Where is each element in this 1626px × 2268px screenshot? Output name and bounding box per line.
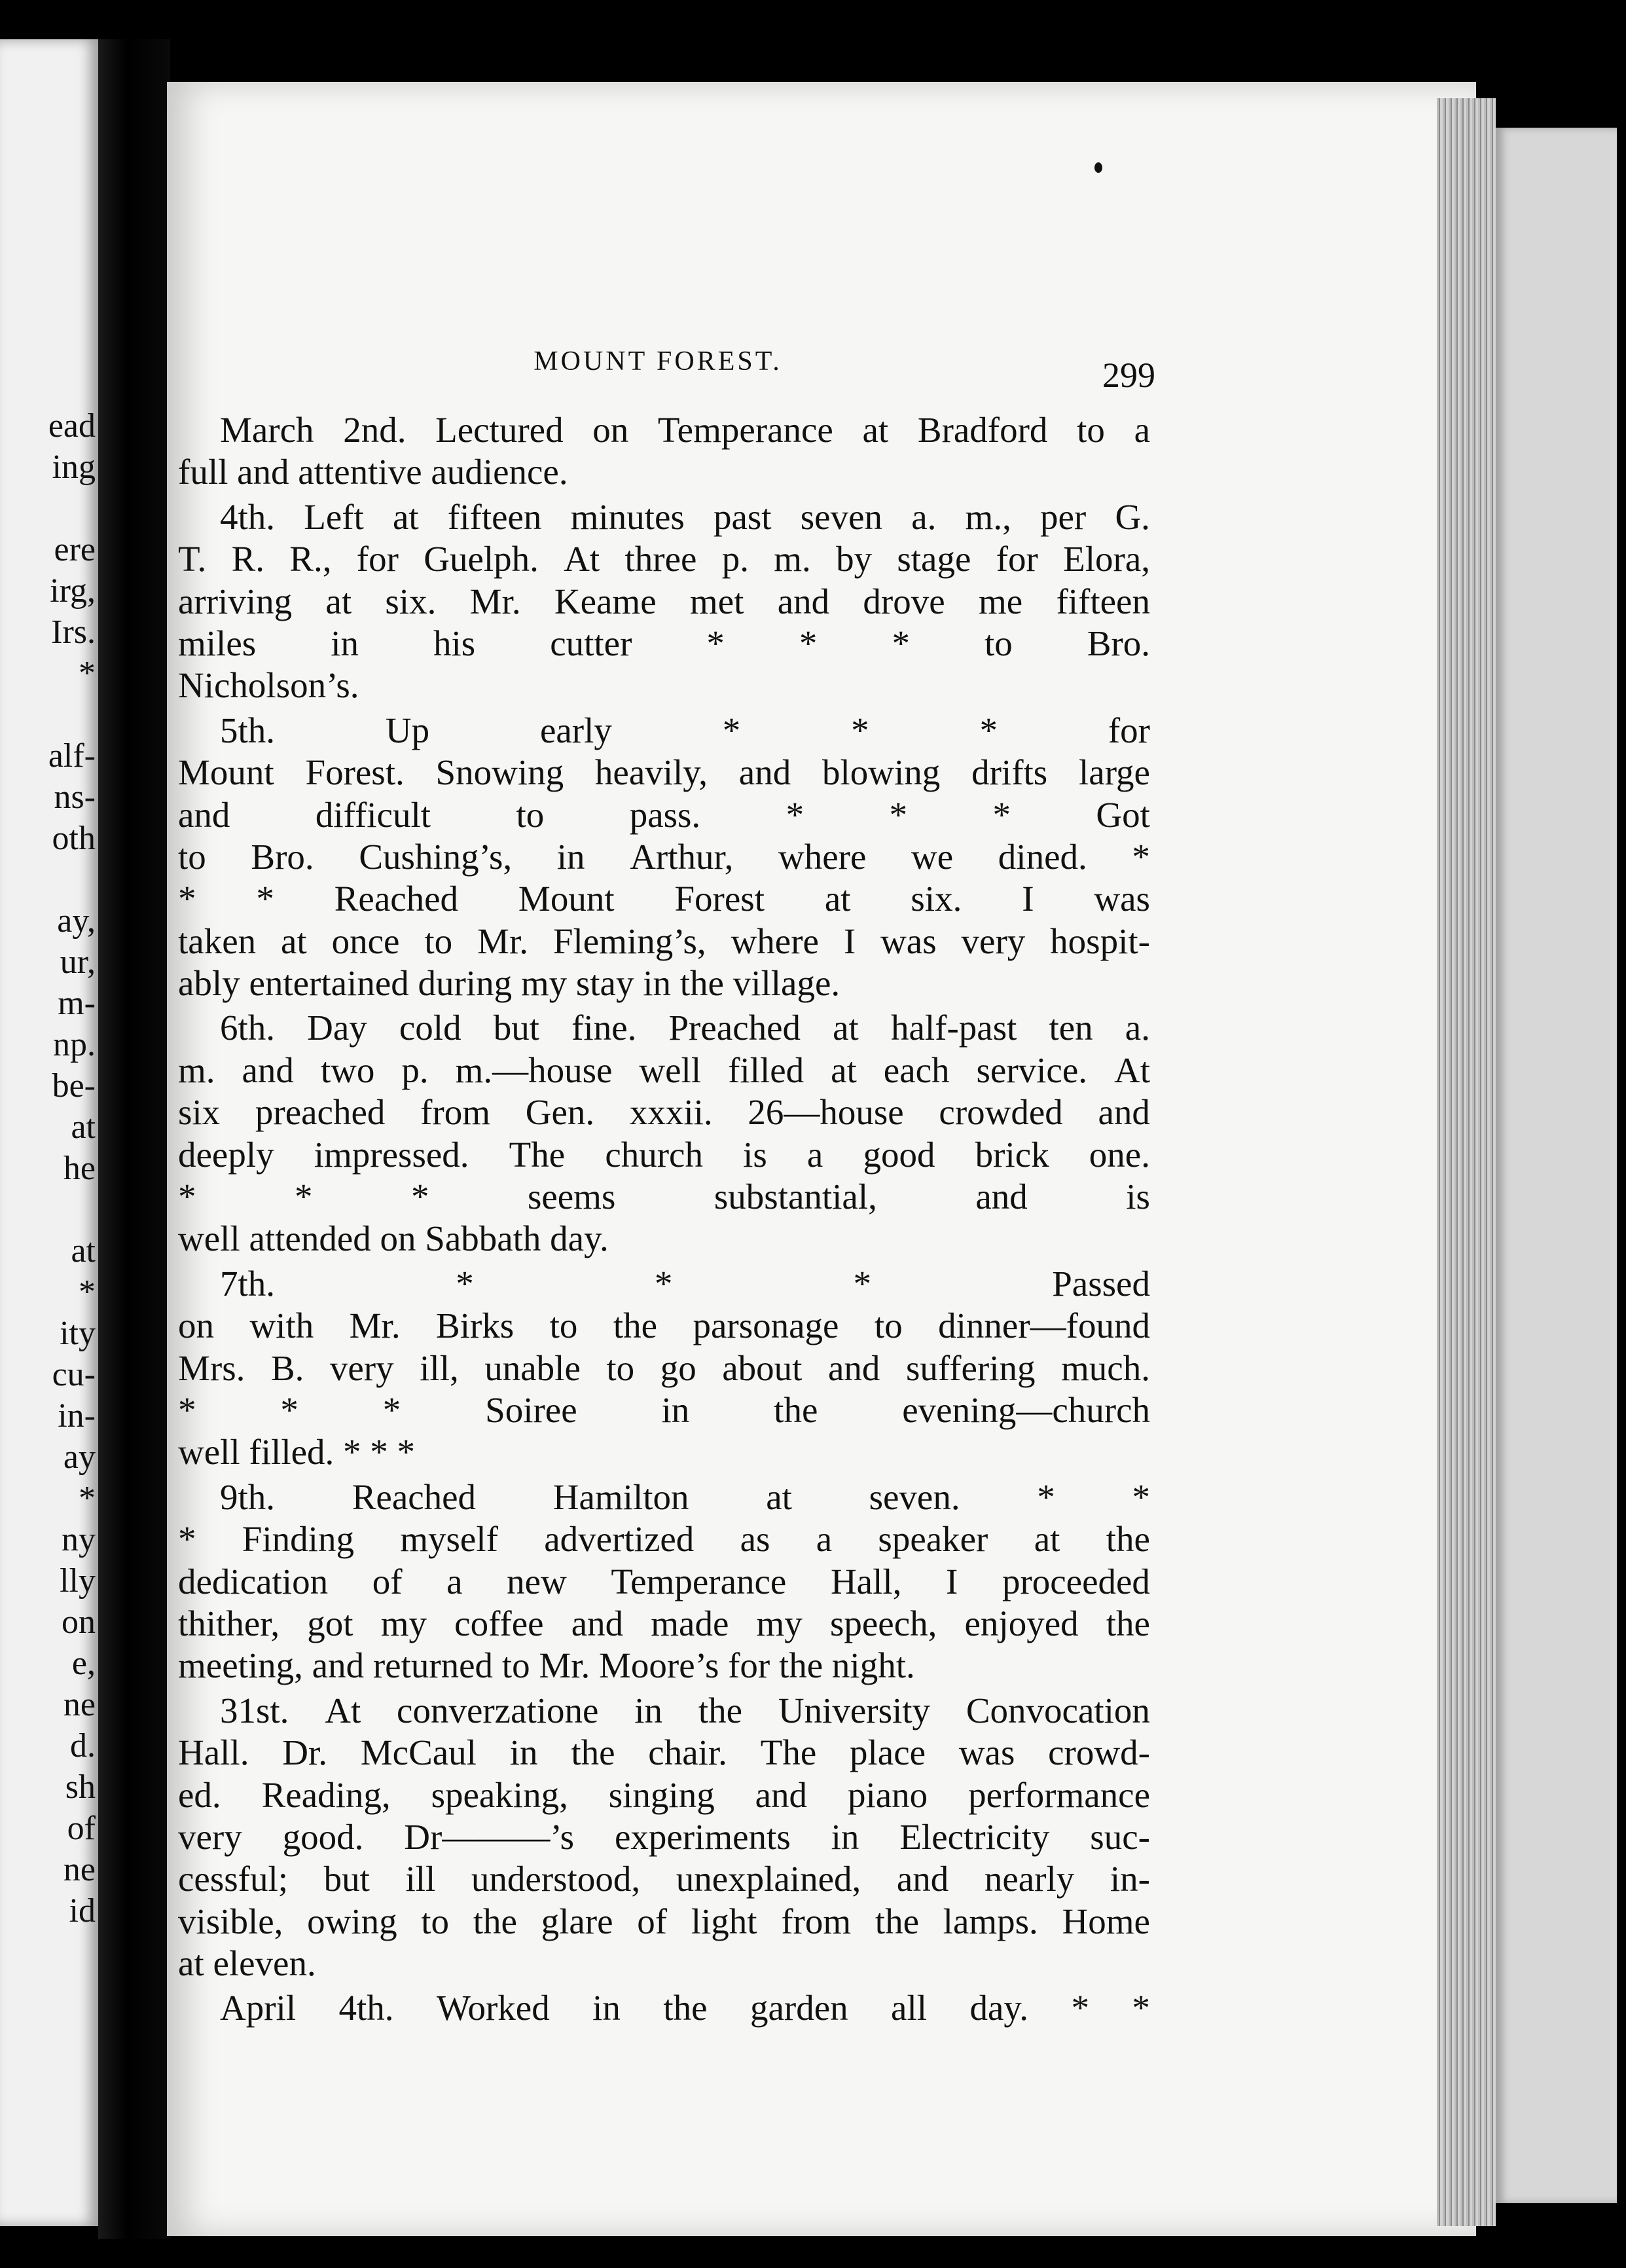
- left-page-fragment: d.: [70, 1727, 96, 1765]
- text-line: March 2nd. Lectured on Temperance at Bradford to a: [220, 410, 1150, 450]
- left-page-fragment: sh: [65, 1768, 96, 1806]
- left-page-fragment: np.: [53, 1026, 96, 1063]
- text-line: Mount Forest. Snowing heavily, and blowing drifts large: [178, 752, 1150, 793]
- text-line: * Finding myself advertized as a speaker at the: [178, 1519, 1150, 1560]
- text-line: Mrs. B. very ill, unable to go about and suffering much.: [178, 1347, 1150, 1388]
- text-line: 5th. Up early * * * for: [220, 710, 1150, 750]
- text-line: 6th. Day cold but fine. Preached at half-past ten a.: [220, 1008, 1150, 1048]
- left-page-fragment: Irs.: [51, 613, 96, 651]
- left-page-fragment: at: [71, 1108, 96, 1146]
- text-line: very good. Dr———’s experiments in Electricity suc-: [178, 1816, 1150, 1857]
- left-page-fragment: ns-: [54, 778, 96, 816]
- text-line: at eleven.: [178, 1943, 316, 1984]
- left-page-fragment: be-: [52, 1067, 96, 1105]
- text-line: April 4th. Worked in the garden all day. * *: [220, 1988, 1150, 2028]
- left-page-fragment: ny: [62, 1521, 96, 1558]
- text-line: dedication of a new Temperance Hall, I proceeded: [178, 1561, 1150, 1601]
- text-line: * * * Soiree in the evening—church: [178, 1389, 1150, 1430]
- left-page-fragment: lly: [60, 1562, 96, 1600]
- left-page-fragment: in-: [58, 1397, 96, 1435]
- left-page-fragment: e,: [71, 1645, 96, 1682]
- text-line: miles in his cutter * * * to Bro.: [178, 623, 1150, 663]
- text-line: ed. Reading, speaking, singing and piano performance: [178, 1774, 1150, 1815]
- text-line: and difficult to pass. * * * Got: [178, 794, 1150, 835]
- body-text: [178, 409, 1150, 2030]
- text-line: full and attentive audience.: [178, 452, 568, 492]
- left-page-fragment: ity: [60, 1315, 96, 1352]
- text-line: * * * seems substantial, and is: [178, 1177, 1150, 1217]
- text-line: cessful; but ill understood, unexplained, and nearly in-: [178, 1859, 1150, 1899]
- left-page-fragment: alf-: [48, 737, 96, 775]
- page-edges: [1437, 98, 1496, 2226]
- left-page-fragment: cu-: [52, 1356, 96, 1393]
- left-page-fragment: ere: [54, 531, 96, 568]
- text-line: 31st. At converzatione in the University Convocation: [220, 1690, 1150, 1730]
- left-page-fragment: of: [67, 1810, 96, 1847]
- text-line: 4th. Left at fifteen minutes past seven a. m., per G.: [220, 496, 1150, 537]
- text-line: ably entertained during my stay in the village.: [178, 963, 840, 1004]
- text-line: arriving at six. Mr. Keame met and drove me fifteen: [178, 581, 1150, 621]
- left-page-fragment: he: [63, 1150, 96, 1187]
- left-page-fragment: ne: [63, 1851, 96, 1888]
- text-line: 7th. * * * Passed: [220, 1263, 1150, 1304]
- left-page-fragment: ing: [52, 448, 96, 486]
- left-page-fragment: *: [79, 1480, 96, 1517]
- text-line: six preached from Gen. xxxii. 26—house crowded and: [178, 1092, 1150, 1133]
- left-page-fragment: *: [79, 655, 96, 692]
- text-line: visible, owing to the glare of light from the lamps. Home: [178, 1901, 1150, 1941]
- text-line: m. and two p. m.—house well filled at each service. At: [178, 1050, 1150, 1090]
- ink-speck: [1094, 162, 1102, 173]
- text-line: on with Mr. Birks to the parsonage to dinner—found: [178, 1306, 1150, 1346]
- page-number: 299: [1102, 356, 1155, 395]
- left-page-fragment: at: [71, 1232, 96, 1270]
- text-line: well filled. * * *: [178, 1432, 416, 1472]
- text-line: 9th. Reached Hamilton at seven. * *: [220, 1476, 1150, 1517]
- text-line: to Bro. Cushing’s, in Arthur, where we dined. *: [178, 836, 1150, 877]
- left-page-fragment: id: [69, 1892, 96, 1930]
- running-head: MOUNT FOREST.: [533, 346, 782, 376]
- left-page-fragment: irg,: [50, 572, 96, 610]
- left-page-fragment: oth: [52, 820, 96, 857]
- left-page-fragment: ne: [63, 1686, 96, 1723]
- left-page-fragment: ay: [63, 1438, 96, 1476]
- left-page-fragment: on: [62, 1603, 96, 1641]
- left-page-fragment: ead: [48, 407, 96, 445]
- text-line: Nicholson’s.: [178, 665, 359, 706]
- text-line: Hall. Dr. McCaul in the chair. The place was crowd-: [178, 1732, 1150, 1773]
- text-line: T. R. R., for Guelph. At three p. m. by stage for Elora,: [178, 539, 1150, 579]
- left-page-fragment: m-: [58, 985, 96, 1022]
- text-line: * * Reached Mount Forest at six. I was: [178, 879, 1150, 919]
- text-line: taken at once to Mr. Fleming’s, where I was very hospit-: [178, 921, 1150, 961]
- text-line: thither, got my coffee and made my speech, enjoyed the: [178, 1603, 1150, 1643]
- text-line: deeply impressed. The church is a good brick one.: [178, 1134, 1150, 1175]
- left-facing-page: [0, 39, 98, 2226]
- text-line: well attended on Sabbath day.: [178, 1218, 609, 1259]
- book-cover-edge: [1496, 128, 1617, 2203]
- left-page-fragment: *: [79, 1273, 96, 1311]
- left-page-fragment: ur,: [60, 943, 96, 981]
- left-page-fragment: ay,: [57, 902, 96, 940]
- book-gutter: [98, 39, 170, 2239]
- text-line: meeting, and returned to Mr. Moore’s for the night.: [178, 1645, 915, 1686]
